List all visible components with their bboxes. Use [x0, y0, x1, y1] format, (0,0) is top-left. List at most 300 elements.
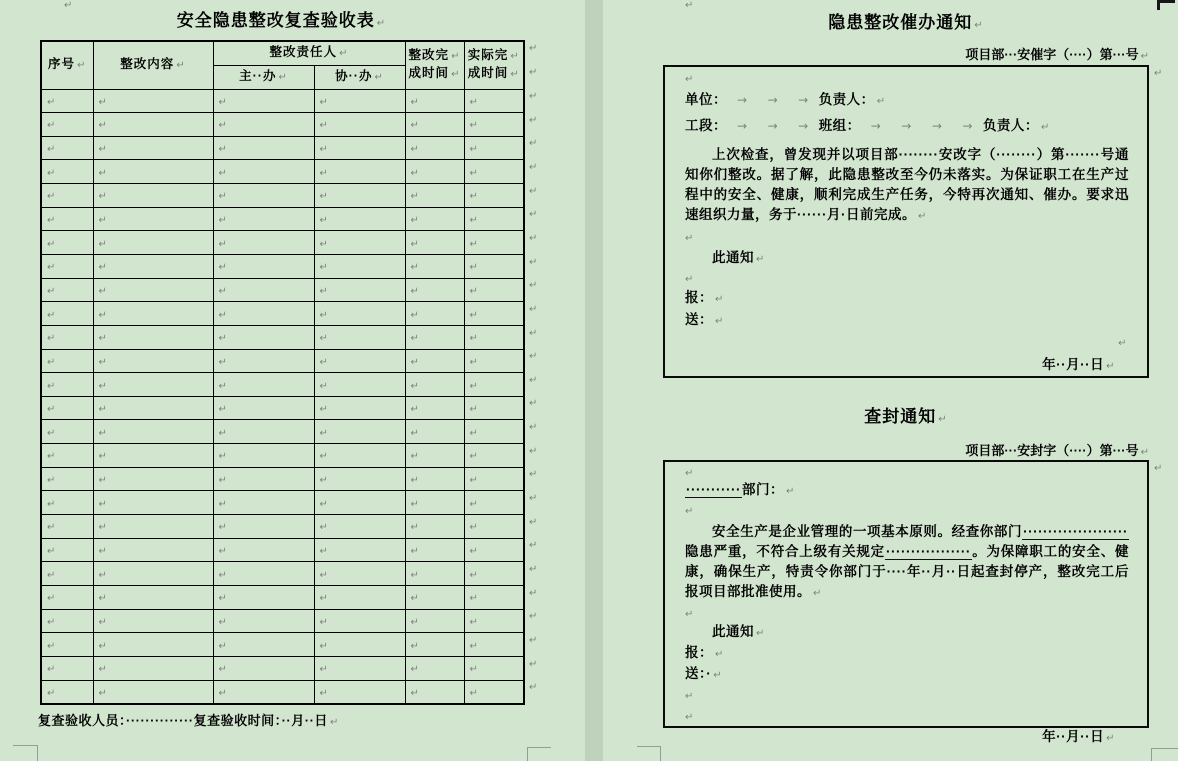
send-line[interactable] — [685, 309, 1129, 331]
pilcrow-mark: ↵ — [319, 262, 328, 274]
header-co-handler[interactable] — [314, 65, 405, 89]
table-cell[interactable] — [41, 207, 93, 231]
table-cell[interactable] — [464, 113, 524, 137]
header-seq[interactable] — [41, 41, 93, 89]
table-cell[interactable] — [314, 184, 405, 208]
table-cell[interactable] — [405, 136, 464, 160]
row-end-pilcrow: ↵ — [529, 351, 538, 362]
table-cell[interactable] — [41, 302, 93, 326]
pilcrow-mark: ↵ — [510, 51, 520, 63]
table-cell[interactable] — [314, 349, 405, 373]
table-cell[interactable] — [464, 184, 524, 208]
table-cell[interactable] — [464, 325, 524, 349]
table-cell[interactable] — [405, 302, 464, 326]
table-cell[interactable] — [405, 89, 464, 113]
table-cell[interactable] — [405, 184, 464, 208]
pilcrow-mark: ↵ — [319, 593, 328, 605]
table-cell[interactable] — [93, 396, 213, 420]
table-cell[interactable] — [464, 538, 524, 562]
pilcrow-mark: ↵ — [319, 640, 328, 652]
pilcrow-mark: ↵ — [218, 640, 227, 652]
pilcrow-mark: ↵ — [218, 309, 227, 321]
pilcrow-mark: ↵ — [685, 468, 694, 479]
table-cell[interactable] — [314, 585, 405, 609]
pilcrow-mark: ↵ — [319, 569, 328, 581]
pilcrow-mark: ↵ — [469, 569, 478, 581]
notice2-date-line[interactable] — [685, 726, 1129, 748]
table-cell[interactable] — [93, 562, 213, 586]
table-cell[interactable] — [464, 585, 524, 609]
row-end-pilcrow: ↵ — [529, 564, 538, 575]
table-cell[interactable] — [464, 420, 524, 444]
table-cell[interactable] — [405, 373, 464, 397]
pilcrow-mark: ↵ — [374, 72, 384, 83]
date-text: 年··月··日 — [1042, 729, 1105, 744]
table-cell[interactable] — [41, 444, 93, 468]
notice1-body-paragraph[interactable] — [685, 145, 1129, 227]
table-row — [41, 467, 524, 491]
table-cell[interactable] — [213, 680, 314, 704]
table-cell[interactable] — [314, 396, 405, 420]
table-cell[interactable] — [464, 136, 524, 160]
table-cell[interactable] — [41, 160, 93, 184]
row-end-pilcrow: ↵ — [529, 186, 538, 197]
table-cell[interactable] — [213, 89, 314, 113]
table-header — [41, 41, 524, 89]
empty-line[interactable] — [685, 331, 1129, 353]
table-cell[interactable] — [93, 89, 213, 113]
report-label: 报： — [685, 290, 713, 305]
header-main-label: 主··办 — [239, 69, 277, 83]
pilcrow-mark: ↵ — [278, 72, 288, 83]
table-cell[interactable] — [464, 491, 524, 515]
table-cell[interactable] — [464, 373, 524, 397]
notice2-ref-line[interactable] — [663, 440, 1149, 459]
table-cell[interactable] — [41, 562, 93, 586]
table-cell[interactable] — [314, 633, 405, 657]
table-cell[interactable] — [93, 278, 213, 302]
notice2-closing[interactable] — [685, 622, 1129, 642]
send-line[interactable] — [685, 663, 1129, 684]
pilcrow-mark: ↵ — [98, 144, 107, 156]
table-cell[interactable] — [405, 207, 464, 231]
table-cell[interactable] — [213, 444, 314, 468]
dept-label: 部门： — [741, 482, 784, 497]
pilcrow-mark: ↵ — [98, 262, 107, 274]
pilcrow-mark: ↵ — [98, 215, 107, 227]
tab-mark: → — [737, 93, 748, 107]
table-cell[interactable] — [93, 656, 213, 680]
pilcrow-mark: ↵ — [1140, 447, 1149, 458]
table-cell[interactable] — [314, 278, 405, 302]
table-cell[interactable] — [314, 373, 405, 397]
pilcrow-mark: ↵ — [98, 238, 107, 250]
pilcrow-mark: ↵ — [319, 144, 328, 156]
table-cell[interactable] — [93, 373, 213, 397]
pilcrow-mark: ↵ — [410, 404, 419, 416]
table-cell[interactable] — [213, 207, 314, 231]
pilcrow-mark: ↵ — [469, 664, 478, 676]
table-row — [41, 302, 524, 326]
table-cell[interactable] — [93, 420, 213, 444]
table-cell[interactable] — [405, 656, 464, 680]
table-cell[interactable] — [314, 113, 405, 137]
table-cell[interactable] — [213, 184, 314, 208]
pilcrow-mark: ↵ — [98, 120, 107, 132]
pilcrow-mark: ↵ — [47, 545, 56, 557]
row-end-pilcrow: ↵ — [529, 233, 538, 244]
header-co-label: 协··办 — [335, 69, 373, 83]
pilcrow-mark: ↵ — [685, 233, 694, 244]
table-cell[interactable] — [41, 184, 93, 208]
table-cell[interactable] — [464, 207, 524, 231]
table-cell[interactable] — [93, 254, 213, 278]
tab-mark: → — [962, 119, 973, 133]
header-main-handler[interactable] — [213, 65, 314, 89]
pilcrow-mark: ↵ — [410, 262, 419, 274]
table-row — [41, 396, 524, 420]
row-end-pilcrow: ↵ — [529, 280, 538, 291]
table-cell[interactable] — [314, 538, 405, 562]
table-cell[interactable] — [213, 515, 314, 539]
table-cell[interactable] — [213, 491, 314, 515]
pilcrow-mark: ↵ — [319, 120, 328, 132]
table-row — [41, 515, 524, 539]
table-cell[interactable] — [213, 656, 314, 680]
table-cell[interactable] — [41, 680, 93, 704]
table-cell[interactable] — [405, 491, 464, 515]
pilcrow-mark: ↵ — [98, 640, 107, 652]
table-cell[interactable] — [405, 231, 464, 255]
table-cell[interactable] — [41, 420, 93, 444]
pilcrow-mark: ↵ — [1106, 733, 1115, 744]
table-cell[interactable] — [213, 325, 314, 349]
pilcrow-mark: ↵ — [469, 545, 478, 557]
table-cell[interactable] — [464, 515, 524, 539]
table-cell[interactable] — [314, 680, 405, 704]
table-cell[interactable] — [41, 467, 93, 491]
page1-title[interactable] — [40, 6, 523, 31]
table-cell[interactable] — [41, 396, 93, 420]
table-cell[interactable] — [314, 160, 405, 184]
table-cell[interactable] — [464, 231, 524, 255]
notice2-body-paragraph[interactable] — [685, 522, 1129, 604]
tab-mark: → — [870, 119, 882, 133]
table-cell[interactable] — [41, 325, 93, 349]
table-cell[interactable] — [314, 420, 405, 444]
pilcrow-mark: ↵ — [218, 569, 227, 581]
table-cell[interactable] — [41, 515, 93, 539]
notice1-date-line[interactable] — [685, 353, 1129, 377]
pilcrow-mark: ↵ — [469, 215, 478, 227]
table-cell[interactable] — [213, 160, 314, 184]
table-cell[interactable] — [405, 680, 464, 704]
table-cell[interactable] — [213, 467, 314, 491]
table-cell[interactable] — [405, 113, 464, 137]
blank-underline: ····················· — [1023, 524, 1128, 539]
table-cell[interactable] — [93, 136, 213, 160]
table-cell[interactable] — [213, 538, 314, 562]
table-cell[interactable] — [41, 254, 93, 278]
table-cell[interactable] — [93, 349, 213, 373]
tab-mark: → — [737, 119, 748, 133]
notice1-closing[interactable] — [685, 247, 1129, 268]
notice1-ref-line[interactable] — [663, 44, 1149, 63]
table-cell[interactable] — [93, 680, 213, 704]
pilcrow-mark: ↵ — [319, 238, 328, 250]
table-cell[interactable] — [464, 254, 524, 278]
table-row — [41, 373, 524, 397]
pilcrow-mark: ↵ — [47, 498, 56, 510]
table-cell[interactable] — [314, 254, 405, 278]
table-cell[interactable] — [93, 467, 213, 491]
pilcrow-mark: ↵ — [469, 404, 478, 416]
pilcrow-mark: ↵ — [410, 191, 419, 203]
notice1-title[interactable] — [663, 8, 1149, 33]
header-responsible[interactable] — [213, 41, 405, 65]
table-cell[interactable] — [93, 207, 213, 231]
table-cell[interactable] — [213, 254, 314, 278]
table-cell[interactable] — [314, 325, 405, 349]
pilcrow-mark: ↵ — [410, 144, 419, 156]
table-cell[interactable] — [93, 609, 213, 633]
table-cell[interactable] — [314, 207, 405, 231]
pilcrow-mark: ↵ — [319, 215, 328, 227]
table-cell[interactable] — [93, 231, 213, 255]
header-content[interactable] — [93, 41, 213, 89]
row-end-pilcrow: ↵ — [529, 304, 538, 315]
empty-line[interactable] — [685, 604, 1129, 622]
table-cell[interactable] — [41, 89, 93, 113]
table-cell[interactable] — [93, 585, 213, 609]
pilcrow-mark: ↵ — [319, 333, 328, 345]
table-cell[interactable] — [464, 562, 524, 586]
table-cell[interactable] — [93, 491, 213, 515]
pilcrow-mark: ↵ — [319, 404, 328, 416]
table-cell[interactable] — [314, 491, 405, 515]
table-cell[interactable] — [405, 160, 464, 184]
table-cell[interactable] — [93, 113, 213, 137]
row-end-pilcrow: ↵ — [529, 422, 538, 433]
empty-line[interactable] — [685, 227, 1129, 247]
table-cell[interactable] — [405, 562, 464, 586]
empty-line[interactable] — [685, 500, 1129, 520]
table-cell[interactable] — [213, 562, 314, 586]
table-cell[interactable] — [405, 633, 464, 657]
pilcrow-mark: ↵ — [47, 616, 56, 628]
table-cell[interactable] — [464, 89, 524, 113]
pilcrow-mark: ↵ — [469, 238, 478, 250]
pilcrow-mark: ↵ — [410, 309, 419, 321]
table-cell[interactable] — [213, 231, 314, 255]
notice1-box[interactable] — [663, 65, 1149, 378]
pilcrow-mark: ↵ — [410, 427, 419, 439]
pilcrow-mark: ↵ — [98, 96, 107, 108]
table-cell[interactable] — [464, 656, 524, 680]
table-cell[interactable] — [213, 278, 314, 302]
table-cell[interactable] — [93, 160, 213, 184]
pilcrow-mark: ↵ — [410, 96, 419, 108]
table-cell[interactable] — [213, 349, 314, 373]
empty-line[interactable] — [685, 69, 1129, 87]
empty-line[interactable] — [685, 684, 1129, 705]
table-cell[interactable] — [405, 420, 464, 444]
pilcrow-mark: ↵ — [47, 640, 56, 652]
table-cell[interactable] — [464, 467, 524, 491]
pilcrow-mark: ↵ — [410, 498, 419, 510]
pilcrow-mark: ↵ — [469, 262, 478, 274]
table-cell[interactable] — [405, 278, 464, 302]
pilcrow-mark: ↵ — [469, 144, 478, 156]
margin-corner-mark — [637, 746, 661, 761]
pilcrow-mark: ↵ — [410, 333, 419, 345]
row-end-pilcrow: ↵ — [529, 611, 538, 622]
pilcrow-mark: ↵ — [98, 616, 107, 628]
table-cell[interactable] — [314, 656, 405, 680]
table-cell[interactable] — [464, 349, 524, 373]
report-line[interactable] — [685, 642, 1129, 663]
table-cell[interactable] — [213, 113, 314, 137]
table-cell[interactable] — [213, 396, 314, 420]
pilcrow-mark: ↵ — [47, 285, 56, 297]
table-cell[interactable] — [405, 538, 464, 562]
pilcrow-mark: ↵ — [47, 262, 56, 274]
table-cell[interactable] — [314, 302, 405, 326]
pilcrow-mark: ↵ — [469, 475, 478, 487]
table-row — [41, 420, 524, 444]
section-line[interactable] — [685, 113, 1129, 139]
pilcrow-mark: ↵ — [47, 451, 56, 463]
empty-line[interactable] — [685, 464, 1129, 480]
table-cell[interactable] — [213, 633, 314, 657]
table-cell[interactable] — [213, 373, 314, 397]
table-cell[interactable] — [405, 444, 464, 468]
table-cell[interactable] — [464, 633, 524, 657]
empty-line[interactable] — [685, 705, 1129, 726]
table-cell[interactable] — [41, 491, 93, 515]
table-cell[interactable] — [464, 396, 524, 420]
header-actual-line2: 成时间 — [467, 66, 509, 81]
notice2-title[interactable] — [663, 402, 1149, 427]
pilcrow-mark: ↵ — [47, 167, 56, 179]
table-row — [41, 254, 524, 278]
table-cell[interactable] — [464, 680, 524, 704]
table-cell[interactable] — [41, 373, 93, 397]
empty-line[interactable] — [685, 268, 1129, 287]
table-cell[interactable] — [314, 562, 405, 586]
table-cell[interactable] — [213, 609, 314, 633]
table-cell[interactable] — [213, 420, 314, 444]
team-leader-label: 负责人： — [982, 118, 1039, 133]
tab-mark: → — [931, 119, 943, 133]
table-cell[interactable] — [464, 278, 524, 302]
table-cell[interactable] — [405, 254, 464, 278]
table-cell[interactable] — [93, 538, 213, 562]
pilcrow-mark: ↵ — [218, 333, 227, 345]
table-cell[interactable] — [405, 585, 464, 609]
table-cell[interactable] — [93, 515, 213, 539]
tab-mark: → — [767, 93, 779, 107]
pilcrow-mark: ↵ — [218, 238, 227, 250]
table-cell[interactable] — [41, 656, 93, 680]
table-cell[interactable] — [41, 609, 93, 633]
table-cell[interactable] — [464, 444, 524, 468]
table-cell[interactable] — [314, 444, 405, 468]
table-cell[interactable] — [314, 89, 405, 113]
tab-mark: → — [798, 119, 809, 133]
table-cell[interactable] — [405, 515, 464, 539]
table-row — [41, 278, 524, 302]
dept-line[interactable] — [685, 480, 1129, 500]
table-cell[interactable] — [314, 609, 405, 633]
row-end-pilcrow: ↵ — [529, 328, 538, 339]
table-cell[interactable] — [213, 136, 314, 160]
table-row — [41, 656, 524, 680]
margin-corner-mark — [527, 747, 551, 761]
table-cell[interactable] — [41, 278, 93, 302]
table-row — [41, 160, 524, 184]
table-row — [41, 349, 524, 373]
table-cell[interactable] — [213, 585, 314, 609]
table-cell[interactable] — [314, 136, 405, 160]
table-cell[interactable] — [41, 538, 93, 562]
table-cell[interactable] — [405, 325, 464, 349]
table-cell[interactable] — [93, 184, 213, 208]
closing-text: 此通知 — [712, 250, 754, 265]
table-cell[interactable] — [464, 160, 524, 184]
pilcrow-mark: ↵ — [510, 69, 520, 81]
pilcrow-mark: ↵ — [98, 404, 107, 416]
table-cell[interactable] — [405, 349, 464, 373]
report-line[interactable] — [685, 287, 1129, 309]
table-cell[interactable] — [314, 515, 405, 539]
table-cell[interactable] — [41, 231, 93, 255]
table-cell[interactable] — [93, 302, 213, 326]
table-cell[interactable] — [314, 467, 405, 491]
page1-footer-line[interactable] — [38, 710, 339, 729]
table-cell[interactable] — [405, 609, 464, 633]
table-row — [41, 113, 524, 137]
table-row — [41, 585, 524, 609]
table-cell[interactable] — [41, 633, 93, 657]
pilcrow-mark: ↵ — [218, 356, 227, 368]
table-cell[interactable] — [405, 467, 464, 491]
row-end-pilcrow: ↵ — [529, 162, 538, 173]
table-cell[interactable] — [213, 302, 314, 326]
pilcrow-mark: ↵ — [715, 294, 724, 305]
header-actual-time[interactable] — [464, 41, 524, 89]
table-cell[interactable] — [314, 231, 405, 255]
header-plan-time[interactable] — [405, 41, 464, 89]
row-end-pilcrow: ↵ — [529, 138, 538, 149]
table-cell[interactable] — [93, 633, 213, 657]
unit-line[interactable] — [685, 87, 1129, 113]
table-cell[interactable] — [41, 136, 93, 160]
table-cell[interactable] — [405, 396, 464, 420]
table-cell[interactable] — [93, 444, 213, 468]
table-cell[interactable] — [464, 609, 524, 633]
table-cell[interactable] — [93, 325, 213, 349]
pilcrow-mark: ↵ — [917, 211, 927, 222]
table-cell[interactable] — [464, 302, 524, 326]
pilcrow-mark: ↵ — [64, 0, 73, 11]
table-cell[interactable] — [41, 113, 93, 137]
table-cell[interactable] — [41, 349, 93, 373]
header-actual-line1: 实际完 — [467, 48, 509, 63]
margin-corner-mark — [13, 745, 38, 761]
notice2-box[interactable] — [663, 460, 1149, 744]
table-cell[interactable] — [41, 585, 93, 609]
